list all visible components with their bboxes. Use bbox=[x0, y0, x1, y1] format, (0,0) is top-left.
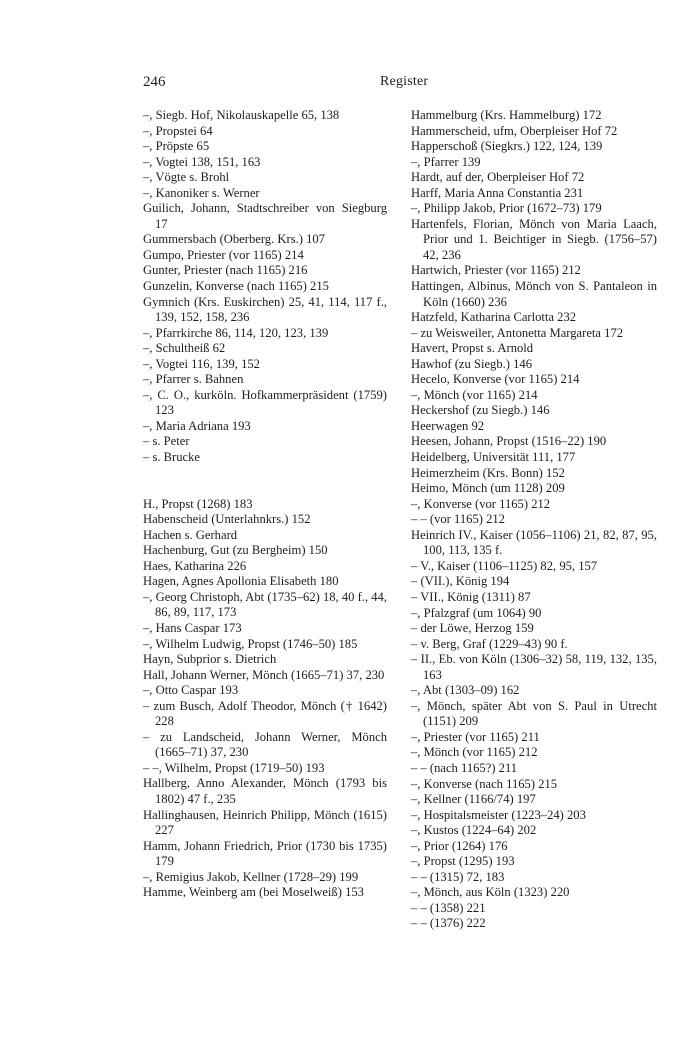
index-entry: Hayn, Subprior s. Dietrich bbox=[143, 652, 277, 667]
index-entry: –, Otto Caspar 193 bbox=[143, 683, 239, 698]
index-entry: Heidelberg, Universität 111, 177 bbox=[411, 450, 576, 465]
index-entry: Hatzfeld, Katharina Carlotta 232 bbox=[411, 310, 577, 325]
index-entry: Hall, Johann Werner, Mönch (1665–71) 37, 230 bbox=[143, 667, 385, 682]
index-entry: –, Mönch (vor 1165) 212 bbox=[411, 745, 538, 760]
index-entry: –, Kellner (1166/74) 197 bbox=[411, 792, 536, 807]
index-entry: – (VII.), König 194 bbox=[411, 574, 510, 589]
index-entry: Heimo, Mönch (um 1128) 209 bbox=[411, 481, 565, 496]
index-entry: Gunzelin, Konverse (nach 1165) 215 bbox=[143, 279, 329, 294]
index-entry: –, Kustos (1224–64) 202 bbox=[411, 823, 537, 838]
index-entry: Heinrich IV., Kaiser (1056–1106) 21, 82, 87, 95, 100, 113, 135 f. bbox=[411, 527, 657, 558]
index-entry: –, Mönch, später Abt von S. Paul in Utrecht (1151) 209 bbox=[411, 698, 657, 729]
index-entry: – – (nach 1165?) 211 bbox=[411, 760, 518, 775]
index-entry: – – (1358) 221 bbox=[411, 900, 486, 915]
index-entry: Hawhof (zu Siegb.) 146 bbox=[411, 356, 533, 371]
index-entry: –, Vogtei 116, 139, 152 bbox=[143, 356, 260, 371]
index-entry: –, Mönch, aus Köln (1323) 220 bbox=[411, 885, 570, 900]
index-entry: –, C. O., kurköln. Hofkammerpräsident (1759) 123 bbox=[143, 387, 387, 418]
index-entry: –, Konverse (vor 1165) 212 bbox=[411, 496, 551, 511]
index-entry: Havert, Propst s. Arnold bbox=[411, 341, 534, 356]
index-entry: Hammerscheid, ufm, Oberpleiser Hof 72 bbox=[411, 123, 618, 138]
index-entry: –, Pröpste 65 bbox=[143, 139, 210, 154]
index-column-left bbox=[143, 108, 387, 901]
index-entry: – zum Busch, Adolf Theodor, Mönch († 1642) 228 bbox=[143, 698, 387, 729]
index-entry: – s. Brucke bbox=[143, 450, 201, 465]
index-entry: Gumpo, Priester (vor 1165) 214 bbox=[143, 247, 304, 262]
index-entry: Heckershof (zu Siegb.) 146 bbox=[411, 403, 550, 418]
index-entry: Hammelburg (Krs. Hammelburg) 172 bbox=[411, 108, 602, 122]
index-entry: –, Propst (1295) 193 bbox=[411, 854, 515, 869]
index-entry: –, Remigius Jakob, Kellner (1728–29) 199 bbox=[143, 869, 359, 884]
index-entry: –, Siegb. Hof, Nikolauskapelle 65, 138 bbox=[143, 108, 340, 122]
index-entry: –, Pfarrer 139 bbox=[411, 154, 481, 169]
index-entry: –, Vogtei 138, 151, 163 bbox=[143, 154, 261, 169]
index-entry: Habenscheid (Unterlahnkrs.) 152 bbox=[143, 512, 311, 527]
index-entry: –, Hospitalsmeister (1223–24) 203 bbox=[411, 807, 586, 822]
index-entry: Heimerzheim (Krs. Bonn) 152 bbox=[411, 465, 565, 480]
page-header bbox=[0, 74, 700, 94]
index-entry: Hallberg, Anno Alexander, Mönch (1793 bis 1802) 47 f., 235 bbox=[143, 776, 387, 806]
index-entry: Guilich, Johann, Stadtschreiber von Siegburg 17 bbox=[143, 201, 387, 231]
index-entry: Gymnich (Krs. Euskirchen) 25, 41, 114, 117 f., 139, 152, 158, 236 bbox=[143, 294, 387, 325]
index-entry: Hamme, Weinberg am (bei Moselweiß) 153 bbox=[143, 885, 364, 900]
index-entry: –, Priester (vor 1165) 211 bbox=[411, 729, 540, 744]
index-entry: – zu Landscheid, Johann Werner, Mönch (1665–71) 37, 230 bbox=[143, 729, 387, 760]
page-number: 246 bbox=[143, 74, 166, 90]
index-entry: –, Kanoniker s. Werner bbox=[143, 185, 260, 200]
index-entry: Gummersbach (Oberberg. Krs.) 107 bbox=[143, 232, 325, 247]
index-entry: –, Wilhelm Ludwig, Propst (1746–50) 185 bbox=[143, 636, 358, 651]
index-entry: –, Mönch (vor 1165) 214 bbox=[411, 387, 538, 402]
index-entry: Hecelo, Konverse (vor 1165) 214 bbox=[411, 372, 580, 387]
index-entry: Haes, Katharina 226 bbox=[143, 558, 247, 573]
index-entry: –, Philipp Jakob, Prior (1672–73) 179 bbox=[411, 201, 602, 216]
index-entry: Hartwich, Priester (vor 1165) 212 bbox=[411, 263, 581, 278]
index-entry: Hamm, Johann Friedrich, Prior (1730 bis 1735) 179 bbox=[143, 838, 387, 869]
index-entry: – VII., König (1311) 87 bbox=[411, 589, 531, 604]
index-entry: Harff, Maria Anna Constantia 231 bbox=[411, 185, 584, 200]
index-entry: –, Hans Caspar 173 bbox=[143, 620, 242, 635]
index-column-right bbox=[411, 108, 657, 932]
index-entry: – zu Weisweiler, Antonetta Margareta 172 bbox=[411, 325, 624, 340]
index-entry bbox=[143, 466, 387, 497]
index-entry: Hardt, auf der, Oberpleiser Hof 72 bbox=[411, 170, 585, 185]
index-entry: Hachenburg, Gut (zu Bergheim) 150 bbox=[143, 543, 328, 558]
index-entry: Happerschoß (Siegkrs.) 122, 124, 139 bbox=[411, 139, 603, 154]
index-entry: –, Pfarrer s. Bahnen bbox=[143, 372, 244, 387]
index-entry: –, Maria Adriana 193 bbox=[143, 418, 251, 433]
index-entry: –, Vögte s. Brohl bbox=[143, 170, 230, 185]
index-entry: Hagen, Agnes Apollonia Elisabeth 180 bbox=[143, 574, 339, 589]
index-entry: –, Georg Christoph, Abt (1735–62) 18, 40 f., 44, 86, 89, 117, 173 bbox=[143, 589, 387, 620]
index-entry: – – (1315) 72, 183 bbox=[411, 869, 505, 884]
running-head: Register bbox=[380, 74, 429, 89]
index-entry: – – (1376) 222 bbox=[411, 916, 486, 931]
index-entry: Gunter, Priester (nach 1165) 216 bbox=[143, 263, 308, 278]
index-entry: – v. Berg, Graf (1229–43) 90 f. bbox=[411, 636, 568, 651]
index-entry: Hallinghausen, Heinrich Philipp, Mönch (1615) 227 bbox=[143, 807, 387, 838]
index-entry: – –, Wilhelm, Propst (1719–50) 193 bbox=[143, 760, 325, 775]
index-entry: H., Propst (1268) 183 bbox=[143, 496, 253, 511]
index-entry: Heerwagen 92 bbox=[411, 418, 485, 433]
index-entry: –, Konverse (nach 1165) 215 bbox=[411, 776, 558, 791]
index-entry: –, Schultheiß 62 bbox=[143, 341, 226, 356]
index-entry: Hartenfels, Florian, Mönch von Maria Laach, Prior und 1. Beichtiger in Siegb. (1756–57) 42, 236 bbox=[411, 216, 657, 262]
index-entry: – s. Peter bbox=[143, 434, 190, 449]
index-entry: –, Abt (1303–09) 162 bbox=[411, 683, 520, 698]
index-entry: –, Prior (1264) 176 bbox=[411, 838, 508, 853]
index-entry: –, Pfarrkirche 86, 114, 120, 123, 139 bbox=[143, 325, 329, 340]
index-entry: – der Löwe, Herzog 159 bbox=[411, 621, 534, 636]
index-entry: Hachen s. Gerhard bbox=[143, 527, 238, 542]
index-entry: – V., Kaiser (1106–1125) 82, 95, 157 bbox=[411, 558, 598, 573]
index-entry: –, Pfalzgraf (um 1064) 90 bbox=[411, 605, 542, 620]
index-entry: Hattingen, Albinus, Mönch von S. Pantaleon in Köln (1660) 236 bbox=[411, 279, 657, 309]
index-entry: – – (vor 1165) 212 bbox=[411, 512, 505, 527]
index-entry: –, Propstei 64 bbox=[143, 123, 213, 138]
index-entry: Heesen, Johann, Propst (1516–22) 190 bbox=[411, 434, 607, 449]
index-entry: – II., Eb. von Köln (1306–32) 58, 119, 132, 135, 163 bbox=[411, 652, 657, 682]
